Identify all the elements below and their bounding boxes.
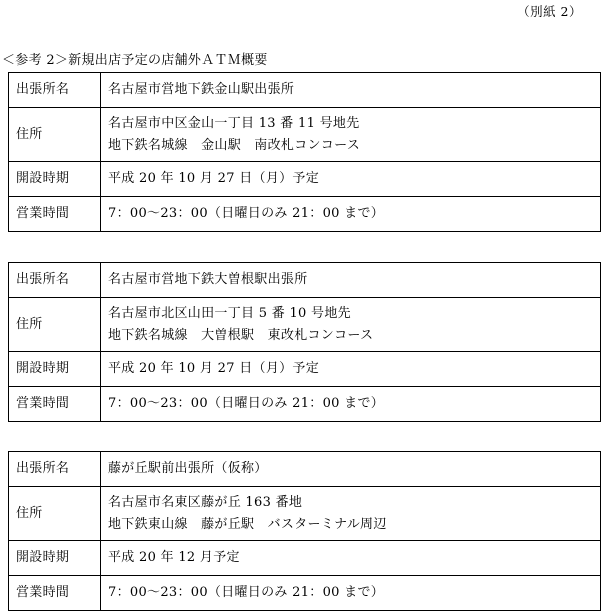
row-label: 住所 <box>9 487 101 541</box>
office-name: 名古屋市営地下鉄金山駅出張所 <box>108 82 295 97</box>
row-label: 住所 <box>9 108 101 162</box>
location-line: 地下鉄名城線 大曽根駅 東改札コンコース <box>108 327 374 343</box>
table-row-opening-date <box>9 352 601 387</box>
opening-date: 平成 20 年 12 月予定 <box>108 550 240 565</box>
table-row-office-name <box>9 263 601 298</box>
table-row-address <box>9 487 601 541</box>
atm-table-ozone <box>8 262 601 422</box>
table-row-address <box>9 108 601 162</box>
annex-label: （別紙 2） <box>517 4 582 19</box>
address-line: 名古屋市北区山田一丁目 5 番 10 号地先 <box>108 305 351 321</box>
business-hours: 7：00～23：00（日曜日のみ 21：00 まで） <box>108 585 385 600</box>
table-row-opening-date <box>9 162 601 197</box>
page-heading: ＜参考 2＞新規出店予定の店舗外ＡＴＭ概要 <box>2 53 268 68</box>
table-row-business-hours <box>9 576 601 611</box>
address-line: 名古屋市名東区藤が丘 163 番地 <box>108 494 303 510</box>
table-row-address <box>9 298 601 352</box>
row-value <box>101 452 601 487</box>
office-name: 藤が丘駅前出張所（仮称） <box>108 461 268 476</box>
row-value <box>101 298 601 352</box>
atm-table-kanayama <box>8 72 601 232</box>
row-label: 出張所名 <box>9 73 101 108</box>
row-value <box>101 263 601 298</box>
row-label: 住所 <box>9 298 101 352</box>
row-label: 開設時期 <box>9 541 101 576</box>
business-hours: 7：00～23：00（日曜日のみ 21：00 まで） <box>108 206 385 221</box>
row-value <box>101 197 601 232</box>
row-value <box>101 487 601 541</box>
opening-date: 平成 20 年 10 月 27 日（月）予定 <box>108 361 320 376</box>
address-line: 名古屋市中区金山一丁目 13 番 11 号地先 <box>108 115 360 131</box>
table-row-office-name <box>9 73 601 108</box>
atm-table-fujigaoka <box>8 451 601 611</box>
row-value <box>101 108 601 162</box>
row-value <box>101 162 601 197</box>
table-row-business-hours <box>9 387 601 422</box>
row-label: 営業時間 <box>9 387 101 422</box>
row-value <box>101 352 601 387</box>
location-line: 地下鉄東山線 藤が丘駅 バスターミナル周辺 <box>108 516 387 532</box>
table-row-business-hours <box>9 197 601 232</box>
row-label: 開設時期 <box>9 352 101 387</box>
row-value <box>101 576 601 611</box>
row-label: 営業時間 <box>9 576 101 611</box>
row-label: 営業時間 <box>9 197 101 232</box>
opening-date: 平成 20 年 10 月 27 日（月）予定 <box>108 171 320 186</box>
row-label: 出張所名 <box>9 263 101 298</box>
business-hours: 7：00～23：00（日曜日のみ 21：00 まで） <box>108 396 385 411</box>
location-line: 地下鉄名城線 金山駅 南改札コンコース <box>108 137 361 153</box>
table-row-opening-date <box>9 541 601 576</box>
row-value <box>101 541 601 576</box>
table-row-office-name <box>9 452 601 487</box>
row-value <box>101 387 601 422</box>
row-value <box>101 73 601 108</box>
row-label: 出張所名 <box>9 452 101 487</box>
row-label: 開設時期 <box>9 162 101 197</box>
office-name: 名古屋市営地下鉄大曽根駅出張所 <box>108 272 308 287</box>
